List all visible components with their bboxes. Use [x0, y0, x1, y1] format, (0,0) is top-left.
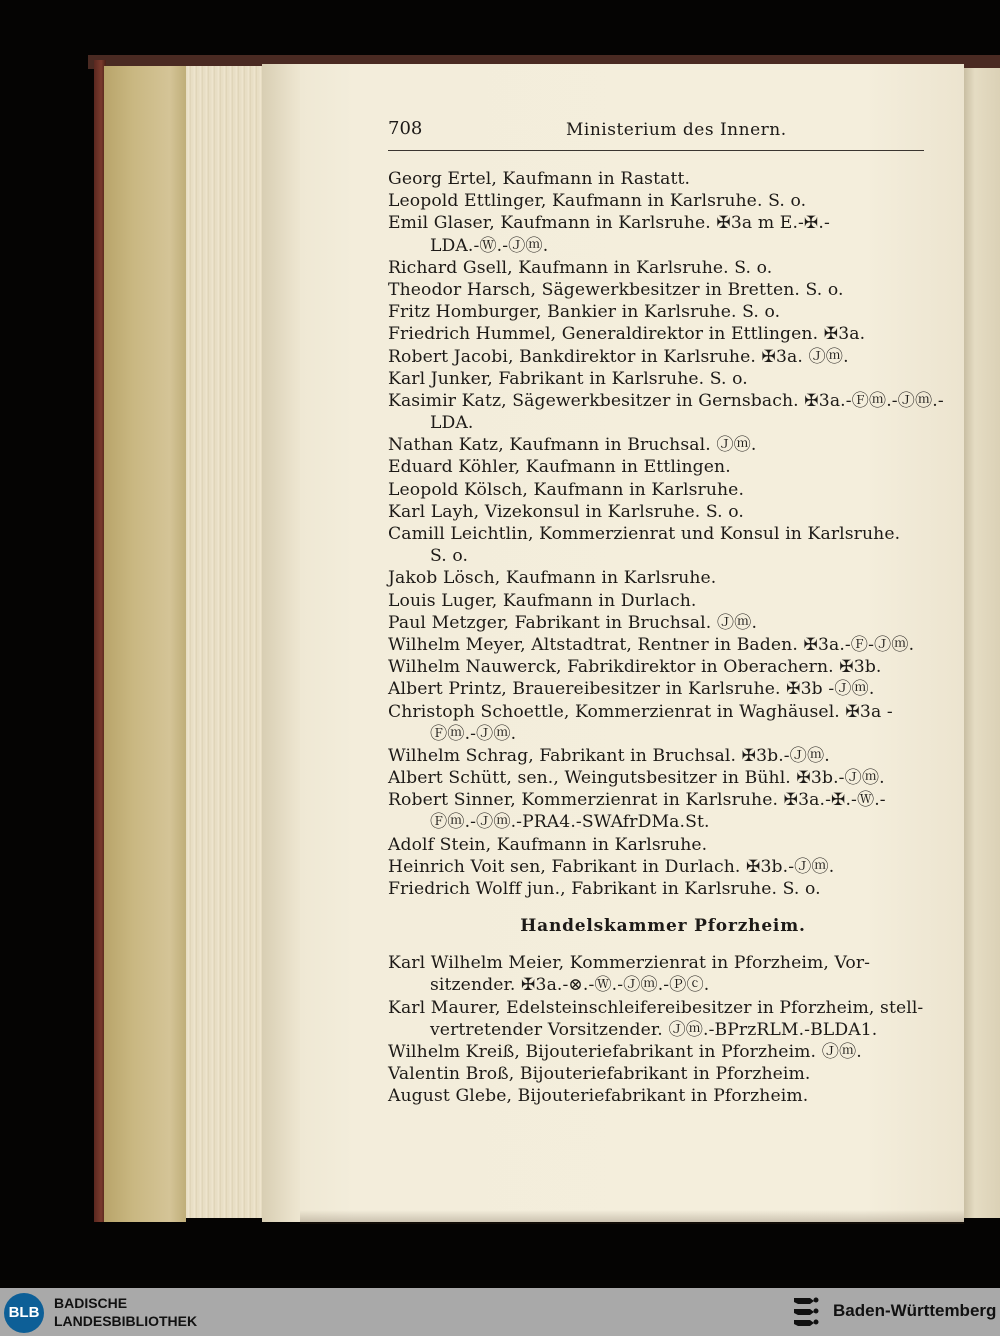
entry-line: Albert Schütt, sen., Weingutsbesitzer in Bühl. ✠3b.-Ⓙⓜ. [388, 768, 885, 789]
entry-line: Leopold Kölsch, Kaufmann in Karlsruhe. [388, 479, 745, 500]
entry-line: Adolf Stein, Kaufmann in Karlsruhe. [388, 834, 708, 855]
entry-line: Georg Ertel, Kaufmann in Rastatt. [388, 169, 691, 189]
page-block-edge [104, 66, 186, 1222]
entry-line: Wilhelm Kreiß, Bijouteriefabrikant in Pforzheim. Ⓙⓜ. [388, 1041, 862, 1062]
entry-line: Richard Gsell, Kaufmann in Karlsruhe. S. o. [388, 257, 773, 278]
entry-line: Karl Maurer, Edelsteinschleifereibesitzer in Pforzheim, stell- [388, 997, 924, 1018]
lions-emblem-icon [790, 1294, 822, 1330]
entry-line: Nathan Katz, Kaufmann in Bruchsal. Ⓙⓜ. [388, 435, 757, 456]
entry-line: Kasimir Katz, Sägewerkbesitzer in Gernsbach. ✠3a.-Ⓕⓜ.-Ⓙⓜ.- [388, 390, 944, 411]
entry-line: Wilhelm Schrag, Fabrikant in Bruchsal. ✠3b.-Ⓙⓜ. [388, 745, 830, 766]
entry-line: Jakob Lösch, Kaufmann in Karlsruhe. [388, 568, 717, 589]
entry-line: Karl Layh, Vizekonsul in Karlsruhe. S. o. [388, 501, 744, 522]
header-rule [388, 150, 924, 151]
entry-line: Camill Leichtlin, Kommerzienrat und Konsul in Karlsruhe. [388, 524, 901, 544]
entry-line: Theodor Harsch, Sägewerkbesitzer in Bretten. S. o. [388, 279, 844, 300]
library-name-line2: LANDESBIBLIOTHEK [54, 1313, 198, 1329]
library-name-line1: BADISCHE [54, 1295, 128, 1311]
entry-line: Wilhelm Meyer, Altstadtrat, Rentner in Baden. ✠3a.-Ⓕ-Ⓙⓜ. [388, 634, 915, 655]
library-name[interactable] [54, 1294, 197, 1330]
entry-line: Robert Jacobi, Bankdirektor in Karlsruhe. ✠3a. Ⓙⓜ. [388, 346, 849, 367]
state-name[interactable]: Baden-Württemberg [833, 1301, 997, 1320]
page-bottom-shadow [300, 1210, 964, 1224]
entry-line: August Glebe, Bijouteriefabrikant in Pforzheim. [388, 1086, 809, 1107]
blb-logo[interactable]: BLB [4, 1293, 44, 1333]
facing-page-edge [958, 68, 1000, 1218]
entry-line: Karl Wilhelm Meier, Kommerzienrat in Pforzheim, Vor- [388, 953, 871, 974]
entry-continuation: LDA.-Ⓦ.-Ⓙⓜ. [430, 235, 549, 256]
entry-continuation: vertretender Vorsitzender. Ⓙⓜ.-BPrzRLM.-BLDA1. [430, 1019, 878, 1040]
page-number: 708 [388, 118, 423, 139]
entry-continuation: Ⓕⓜ.-Ⓙⓜ.-PRA4.-SWAfrDMa.St. [430, 812, 710, 833]
entry-line: Fritz Homburger, Bankier in Karlsruhe. S. o. [388, 302, 781, 323]
entry-line: Albert Printz, Brauereibesitzer in Karlsruhe. ✠3b -Ⓙⓜ. [388, 679, 875, 700]
page-heading: Ministerium des Innern. [566, 120, 787, 140]
entry-line: Heinrich Voit sen, Fabrikant in Durlach. ✠3b.-Ⓙⓜ. [388, 856, 835, 877]
entry-continuation: LDA. [430, 413, 474, 434]
running-head [388, 118, 924, 152]
entry-line: Karl Junker, Fabrikant in Karlsruhe. S. o. [388, 368, 748, 389]
entry-line: Louis Luger, Kaufmann in Durlach. [388, 590, 697, 611]
entry-line: Leopold Ettlinger, Kaufmann in Karlsruhe. S. o. [388, 191, 807, 212]
entry-line: Christoph Schoettle, Kommerzienrat in Waghäusel. ✠3a - [388, 701, 893, 722]
footer-bar [0, 1288, 1000, 1336]
entry-list [388, 168, 944, 1108]
entry-continuation: S. o. [430, 546, 469, 567]
entry-line: Paul Metzger, Fabrikant in Bruchsal. Ⓙⓜ. [388, 612, 758, 633]
entry-line: Eduard Köhler, Kaufmann in Ettlingen. [388, 457, 731, 478]
entry-line: Emil Glaser, Kaufmann in Karlsruhe. ✠3a m E.-✠.- [388, 213, 830, 234]
entry-continuation: Ⓕⓜ.-Ⓙⓜ. [430, 723, 517, 744]
section-heading: Handelskammer Pforzheim. [520, 916, 806, 937]
entry-line: Friedrich Hummel, Generaldirektor in Ettlingen. ✠3a. [388, 324, 866, 345]
entry-line: Valentin Broß, Bijouteriefabrikant in Pforzheim. [388, 1064, 811, 1085]
entry-line: Friedrich Wolff jun., Fabrikant in Karlsruhe. S. o. [388, 879, 821, 899]
entry-line: Wilhelm Nauwerck, Fabrikdirektor in Oberachern. ✠3b. [388, 657, 882, 678]
entry-line: Robert Sinner, Kommerzienrat in Karlsruhe. ✠3a.-✠.-Ⓦ.- [388, 790, 886, 811]
entry-continuation: sitzender. ✠3a.-⊗.-Ⓦ.-Ⓙⓜ.-Ⓟⓒ. [430, 975, 710, 996]
